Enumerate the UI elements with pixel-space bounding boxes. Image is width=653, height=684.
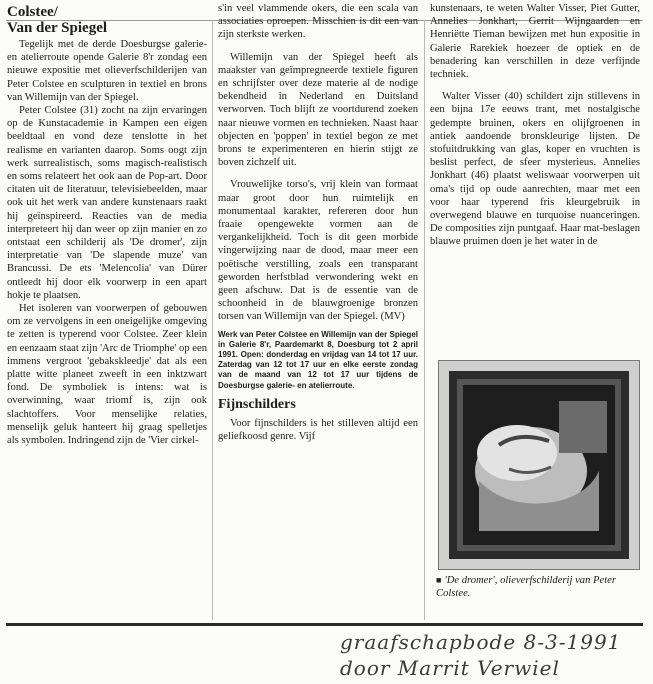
handwritten-source: graafschapbode 8-3-1991 [340, 630, 622, 654]
paragraph: s'in veel vlammende okers, die een scala van associaties oproepen. Misschien is dit een van zijn sterkste werken. [218, 3, 418, 41]
subheading: Fijnschilders [218, 396, 296, 412]
paragraph: Peter Colstee (31) zocht na zijn ervaringen op de Kunstacademie in Kampen een eigen beeldtaal en vond deze tenslotte in het realisme en varianten daarop. Soms oogt zijn werk surrealistisch, soms magisch-realistisch en soms relateert het ook aan de Pop-art. Door citaten uit de literatuur, televisiebeelden, maar ook uit het werk van andere kunstenaars raakt hij geïnspireerd. Reacties van de media interpreteert hij dan weer op zijn manier en zo ontstaat een schilderij als 'De dromer', zijn interpretatie van 'De slapende muze' van Brancussi. De ets 'Melencolia' van Dürer ontleedt hij door elk voorwerp in een apart hokje te plaatsen. [7, 105, 207, 301]
paragraph: Willemijn van der Spiegel heeft als maakster van geïmpregneerde textiele figuren en schrijfster over deze materie al de nodige bekendheid in Nederland en Duitsland verworven. Toch blijft ze voortdurend zoeken naar nieuwe vormen en technieken. Naast haar objecten en 'poppen' in textiel begon ze met brons te experimenteren en hierin stijgt ze boven zichzelf uit. [218, 51, 418, 169]
photo-caption: ■ 'De dromer', olieverfschilderij van Peter Colstee. [436, 575, 616, 599]
column-1 [7, 4, 207, 447]
exhibition-info: Werk van Peter Colstee en Willemijn van der Spiegel in Galerie 8'r, Paardemarkt 8, Doesburg tot 2 april 1991. Open: donderdag en vrijdag van 14 tot 17 uur. Zaterdag van 12 tot 17 uur en elke eerste zondag van de maand van 12 tot 17 uur tijdens de Doesburgse galerie- en atelierroute. [218, 329, 418, 390]
paragraph: Het isoleren van voorwerpen of gebouwen om ze vervolgens in een oneigelijke omgeving te zetten is typerend voor Colstee. Zeer klein en eenzaam staat zijn 'Arc de Triomphe' op een immens vergroot 'gebakskleedje' dat als een platte witte planeet zweeft in een inktzwart fond. De symboliek is intens: wat is overwinning, waar triomf is, zijn ook slachtoffers. Voor menselijke relaties, menselijk geluk hanteert hij graag spelletjes als symbolen. Indringend zijn de 'Vier cirkel- [7, 303, 207, 447]
paragraph: kunstenaars, te weten Walter Visser, Piet Gutter, Annelies Jonkhart, Gerrit Wijngaarden en Henriëtte Tieman bewijzen met hun expositie in Galerie Rarekiek hoezeer de optiek en de benadering kan verschillen in deze verfijnde techniek. [430, 3, 640, 81]
column-2 [218, 2, 418, 443]
headline [7, 4, 207, 36]
paragraph: Voor fijnschilders is het stilleven altijd een geliefkoosd genre. Vijf [218, 417, 418, 443]
paragraph: Walter Visser (40) schildert zijn stillevens in een bijna 17e eeuws trant, met nostalgische gedempte bruinen, okers en olijfgroenen in antiek aandoende bronskleurige lijsten. De stofuitdrukking van glas, koper en vruchten is beslist perfect, de sfeer mysterieus. Annelies Jonkhart (46) plaatst weliswaar voorwerpen uit oma's tijd op oude aanrechten, maar met een voor haar typerend fris kleurgebruik in overwegend blauwe en turquoise nuanceringen. De composities zijn puntgaaf. Haar mat-beslagen blauwe pruimen doen je het water in de [430, 91, 640, 248]
column-3 [430, 2, 640, 249]
paragraph: Vrouwelijke torso's, vrij klein van formaat maar groot door hun ruimtelijk en monumentaal karakter, refereren door hun fraaie opengewekte vormen aan de vergankelijkheid. Toch is dit geen morbide vingerwijzing naar de dood, maar meer een poëtische verstilling, zoals een transparant geworden herfstblad verwondering wekt en geen afschuw. Dat is de essentie van de schoonheid in de blauwgroenige bronzen torsen van Willemijn van der Spiegel. (MV) [218, 179, 418, 323]
headline-line: Colstee/ [7, 4, 58, 20]
painting-image [439, 361, 639, 569]
handwritten-author: door Marrit Verwiel [340, 656, 560, 680]
column-divider [212, 20, 213, 620]
column-divider [424, 20, 425, 620]
paragraph: Tegelijk met de derde Doesburgse galerie- en atelierroute opende Galerie 8'r zondag een nieuwe expositie met olieverfschilderijen van Peter Colstee en sculpturen in textiel en brons van Willemijn van der Spiegel. [7, 39, 207, 103]
painting-photo [438, 360, 640, 570]
headline-line: Van der Spiegel [7, 20, 108, 36]
bottom-rule [6, 623, 643, 626]
caption-bullet-icon: ■ [436, 575, 442, 585]
